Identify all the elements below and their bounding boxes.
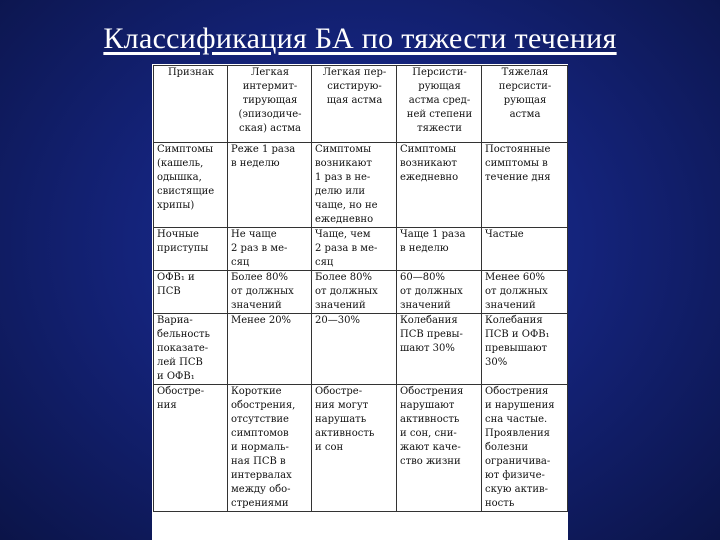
table-cell: Более 80% от должных значений (312, 271, 397, 314)
table-cell: Не чаще 2 раз в ме- сяц (228, 228, 312, 271)
header-mild-persistent: Легкая пер- систирую- щая астма (312, 66, 397, 143)
table-cell: Колебания ПСВ и ОФВ₁ превышают 30% (482, 314, 568, 385)
header-feature: Признак (154, 66, 228, 143)
table-row-exacerbations (154, 385, 568, 512)
table-cell: Обостре- ния (154, 385, 228, 512)
table-cell: Менее 20% (228, 314, 312, 385)
table-row-night-attacks (154, 228, 568, 271)
table-row-symptoms (154, 143, 568, 228)
classification-table (153, 65, 568, 512)
table-cell: Обостре- ния могут нарушать активность и сон (312, 385, 397, 512)
table-cell: Постоянные симптомы в течение дня (482, 143, 568, 228)
table-cell: Чаще, чем 2 раза в ме- сяц (312, 228, 397, 271)
classification-table-panel (152, 64, 568, 540)
table-cell: 60—80% от должных значений (397, 271, 482, 314)
table-cell: ОФВ₁ и ПСВ (154, 271, 228, 314)
table-cell: Частые (482, 228, 568, 271)
table-row-fev1-pef (154, 271, 568, 314)
table-cell: 20—30% (312, 314, 397, 385)
header-mild-intermittent: Легкая интермит- тирующая (эпизодиче- ская) астма (228, 66, 312, 143)
table-cell: Симптомы возникают 1 раз в не- делю или чаще, но не ежедневно (312, 143, 397, 228)
table-header-row (154, 66, 568, 143)
table-cell: Обострения нарушают активность и сон, сни- жают каче- ство жизни (397, 385, 482, 512)
table-cell: Симптомы возникают ежедневно (397, 143, 482, 228)
table-cell: Более 80% от должных значений (228, 271, 312, 314)
table-cell: Менее 60% от должных значений (482, 271, 568, 314)
table-cell: Короткие обострения, отсутствие симптомов и нормаль- ная ПСВ в интервалах между обо- стрениями (228, 385, 312, 512)
table-cell: Реже 1 раза в неделю (228, 143, 312, 228)
table-cell: Вариа- бельность показате- лей ПСВ и ОФВ₁ (154, 314, 228, 385)
header-moderate-persistent: Персисти- рующая астма сред- ней степени тяжести (397, 66, 482, 143)
table-cell: Обострения и нарушения сна частые. Проявления болезни ограничива- ют физиче- скую актив- ность (482, 385, 568, 512)
table-cell: Чаще 1 раза в неделю (397, 228, 482, 271)
header-severe-persistent: Тяжелая персисти- рующая астма (482, 66, 568, 143)
table-row-variability (154, 314, 568, 385)
slide-title: Классификация БА по тяжести течения (103, 22, 617, 55)
table-cell: Симптомы (кашель, одышка, свистящие хрипы) (154, 143, 228, 228)
table-cell: Ночные приступы (154, 228, 228, 271)
table-cell: Колебания ПСВ превы- шают 30% (397, 314, 482, 385)
